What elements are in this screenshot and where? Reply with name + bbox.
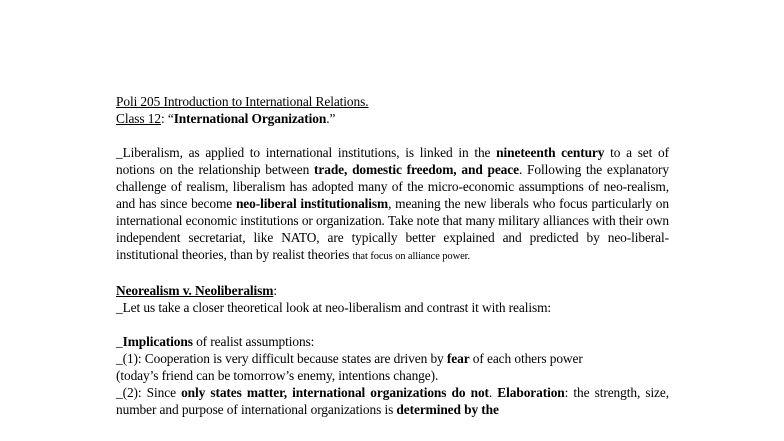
section-heading-colon: : [273, 283, 277, 298]
para-text: _Liberalism, as applied to international institutions, is linked in the [116, 145, 497, 160]
item-text: (today’s friend can be tomorrow’s enemy, intentions change). [116, 368, 439, 383]
heading-prefix: _ [116, 334, 123, 349]
item-text: _(2): Since [116, 385, 182, 400]
course-title-text: Poli 205 Introduction to International Relations. [116, 94, 369, 109]
liberalism-paragraph [116, 144, 669, 265]
course-title [116, 93, 669, 110]
section-heading-neorealism [116, 282, 669, 299]
item-bold: fear [446, 351, 470, 366]
item-bold: determined by the [396, 402, 499, 417]
section-intro-text: _Let us take a closer theoretical look at neo-liberalism and contrast it with realism: [116, 300, 552, 315]
spacer [116, 127, 669, 144]
item-text: _(1): Cooperation is very difficult because states are driven by [116, 351, 447, 366]
para-text: . Following the explanatory challenge of realism, liberalism has adopted many of the micro-economic assumptions of neo-realism, and has since become [116, 162, 670, 211]
section-intro [116, 299, 669, 316]
item-text: : the strength, size, number and purpose of international organizations is [116, 385, 669, 417]
class-heading [116, 110, 669, 127]
item-text: of each others power [469, 351, 583, 366]
para-bold-term: neo-liberal institutionalism [235, 196, 389, 211]
implications-heading [116, 333, 669, 350]
section-heading-text: Neorealism v. Neoliberalism [116, 283, 274, 298]
class-label: Class 12 [116, 111, 161, 126]
para-bold-term: trade, domestic freedom, and peace [314, 162, 519, 177]
implications-rest: of realist assumptions: [192, 334, 315, 349]
class-title: International Organization [173, 111, 327, 126]
document-body [116, 93, 669, 418]
spacer [116, 316, 669, 333]
list-item-1 [116, 350, 669, 367]
list-item-2 [116, 384, 669, 418]
para-text: , meaning the new liberals who focus particularly on international economic institutions or organization. Take note that many military alliances with their own independent secretariat, like NATO, are typically better explained and predicted by neo-liberal-institutional theories, than by realist theories [116, 196, 670, 262]
class-end: .” [326, 111, 336, 126]
para-small-text: that focus on alliance power. [352, 251, 470, 262]
item-bold: Elaboration [497, 385, 565, 400]
para-text: to a set of notions on the relationship between [116, 145, 669, 177]
class-sep: : “ [160, 111, 174, 126]
para-bold-term: nineteenth century [496, 145, 605, 160]
item-text: . [488, 385, 498, 400]
item-bold: only states matter, international organizations do not [181, 385, 489, 400]
spacer [116, 265, 669, 282]
implications-bold: Implications [122, 334, 193, 349]
list-item-1-cont [116, 367, 669, 384]
